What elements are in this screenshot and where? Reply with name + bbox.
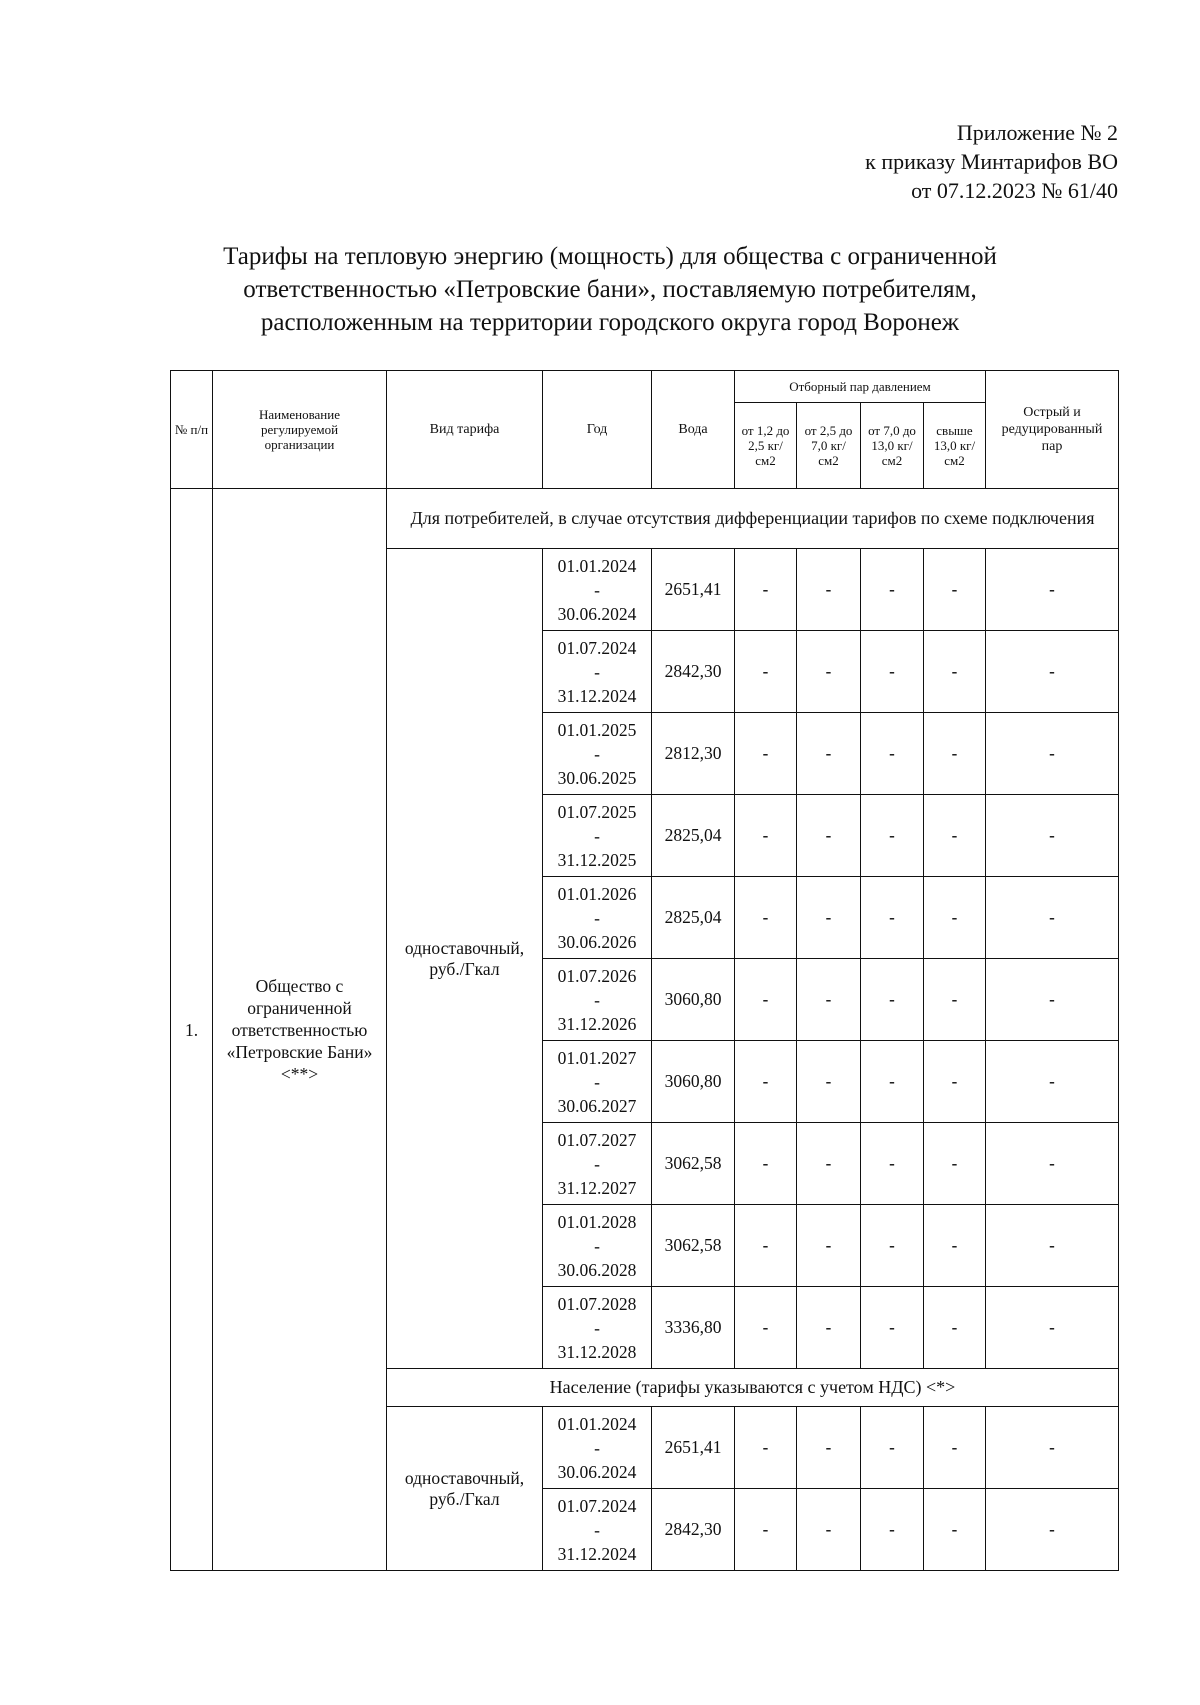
period-end: 30.06.2028 [557,1259,637,1280]
steam-tariff-s3: - [861,1123,924,1205]
period-cell [543,1489,652,1571]
water-tariff: 3062,58 [652,1123,735,1205]
period-cell [543,1205,652,1287]
header-tariff-type: Вид тарифа [387,371,543,489]
steam-tariff-s2: - [797,1123,861,1205]
header-water: Вода [652,371,735,489]
steam-tariff-s2: - [797,1041,861,1123]
period-start: 01.01.2024 [557,1413,637,1434]
steam-tariff-sharp: - [986,795,1119,877]
steam-tariff-sharp: - [986,549,1119,631]
steam-tariff-s3: - [861,959,924,1041]
steam-tariff-s4: - [924,713,986,795]
steam-tariff-s3: - [861,713,924,795]
period-cell [543,1287,652,1369]
period-separator: - [594,825,600,846]
steam-tariff-s4: - [924,1205,986,1287]
period-cell [543,795,652,877]
header-sharp-steam: Острый и редуцированный пар [986,371,1119,489]
steam-tariff-s3: - [861,1041,924,1123]
header-org: Наименование регулируемой организации [213,371,387,489]
steam-tariff-sharp: - [986,1205,1119,1287]
period-separator: - [594,1437,600,1458]
period-cell [543,1123,652,1205]
steam-tariff-s2: - [797,549,861,631]
steam-tariff-s1: - [735,959,797,1041]
title-line-1: Тарифы на тепловую энергию (мощность) для общества с ограниченной [223,243,997,270]
steam-tariff-sharp: - [986,1287,1119,1369]
steam-tariff-sharp: - [986,877,1119,959]
steam-tariff-s1: - [735,877,797,959]
section-title: Население (тарифы указываются с учетом НДС) <*> [387,1369,1119,1407]
period-start: 01.01.2024 [557,555,637,576]
steam-tariff-s1: - [735,1489,797,1571]
steam-tariff-sharp: - [986,631,1119,713]
period-start: 01.07.2024 [557,1495,637,1516]
steam-tariff-s4: - [924,877,986,959]
section-title: Для потребителей, в случае отсутствия дифференциации тарифов по схеме подключения [387,489,1119,549]
period-end: 30.06.2024 [557,1461,637,1482]
header-steam-1: от 1,2 до 2,5 кг/см2 [735,403,797,489]
steam-tariff-s1: - [735,1287,797,1369]
steam-tariff-s3: - [861,795,924,877]
period-start: 01.07.2026 [557,965,637,986]
steam-tariff-s4: - [924,1407,986,1489]
water-tariff: 2812,30 [652,713,735,795]
water-tariff: 3060,80 [652,959,735,1041]
period-start: 01.07.2024 [557,637,637,658]
title-line-3: расположенным на территории городского округа город Воронеж [260,309,960,336]
steam-tariff-s3: - [861,1205,924,1287]
steam-tariff-s1: - [735,1407,797,1489]
steam-tariff-sharp: - [986,959,1119,1041]
steam-tariff-s3: - [861,631,924,713]
steam-tariff-s2: - [797,713,861,795]
period-separator: - [594,743,600,764]
water-tariff: 2651,41 [652,1407,735,1489]
steam-tariff-s2: - [797,1205,861,1287]
period-separator: - [594,989,600,1010]
steam-tariff-s1: - [735,1041,797,1123]
period-cell [543,1041,652,1123]
period-end: 30.06.2025 [557,767,637,788]
steam-tariff-s2: - [797,959,861,1041]
period-separator: - [594,907,600,928]
title-line-2: ответственностью «Петровские бани», поставляемую потребителям, [243,276,977,303]
steam-tariff-s2: - [797,795,861,877]
period-separator: - [594,661,600,682]
header-year: Год [543,371,652,489]
period-end: 30.06.2027 [557,1095,637,1116]
tariff-table [170,370,1119,1571]
steam-tariff-s3: - [861,877,924,959]
steam-tariff-s2: - [797,1287,861,1369]
document-title [150,240,1070,339]
period-start: 01.01.2028 [557,1211,637,1232]
period-end: 31.12.2028 [557,1341,637,1362]
period-separator: - [594,1519,600,1540]
steam-tariff-s2: - [797,1407,861,1489]
steam-tariff-s3: - [861,1287,924,1369]
period-cell [543,959,652,1041]
period-cell [543,1407,652,1489]
steam-tariff-s4: - [924,1123,986,1205]
steam-tariff-sharp: - [986,1041,1119,1123]
period-end: 30.06.2024 [557,603,637,624]
period-separator: - [594,1235,600,1256]
steam-tariff-s4: - [924,1287,986,1369]
steam-tariff-s1: - [735,713,797,795]
period-end: 31.12.2025 [557,849,637,870]
period-cell [543,877,652,959]
header-steam-3: от 7,0 до 13,0 кг/см2 [861,403,924,489]
period-end: 31.12.2026 [557,1013,637,1034]
water-tariff: 3060,80 [652,1041,735,1123]
steam-tariff-s2: - [797,877,861,959]
organization-name: Общество с ограниченной ответственностью «Петровские Бани» <**> [213,489,387,1571]
steam-tariff-s1: - [735,549,797,631]
steam-tariff-s4: - [924,959,986,1041]
steam-tariff-s3: - [861,1489,924,1571]
steam-tariff-s4: - [924,631,986,713]
water-tariff: 2651,41 [652,549,735,631]
tariff-type: одноставочный, руб./Гкал [387,1407,543,1571]
steam-tariff-s3: - [861,549,924,631]
steam-tariff-s1: - [735,631,797,713]
steam-tariff-s1: - [735,795,797,877]
period-separator: - [594,579,600,600]
appendix-reference [865,118,1118,205]
period-separator: - [594,1153,600,1174]
period-cell [543,549,652,631]
period-end: 31.12.2024 [557,1543,637,1564]
header-steam-2: от 2,5 до 7,0 кг/см2 [797,403,861,489]
steam-tariff-sharp: - [986,1489,1119,1571]
period-separator: - [594,1317,600,1338]
appendix-order: к приказу Минтарифов ВО [865,149,1118,174]
steam-tariff-s4: - [924,1489,986,1571]
period-start: 01.01.2026 [557,883,637,904]
steam-tariff-sharp: - [986,1407,1119,1489]
steam-tariff-s2: - [797,631,861,713]
period-end: 31.12.2027 [557,1177,637,1198]
tariff-type: одноставочный, руб./Гкал [387,549,543,1369]
steam-tariff-sharp: - [986,1123,1119,1205]
steam-tariff-s3: - [861,1407,924,1489]
steam-tariff-s1: - [735,1123,797,1205]
header-steam-4: свыше 13,0 кг/см2 [924,403,986,489]
steam-tariff-s2: - [797,1489,861,1571]
water-tariff: 2825,04 [652,877,735,959]
water-tariff: 3062,58 [652,1205,735,1287]
appendix-date: от 07.12.2023 № 61/40 [911,178,1118,203]
period-end: 31.12.2024 [557,685,637,706]
steam-tariff-s4: - [924,549,986,631]
period-start: 01.01.2025 [557,719,637,740]
period-end: 30.06.2026 [557,931,637,952]
water-tariff: 2842,30 [652,1489,735,1571]
steam-tariff-sharp: - [986,713,1119,795]
period-start: 01.07.2025 [557,801,637,822]
water-tariff: 2825,04 [652,795,735,877]
period-cell [543,631,652,713]
period-start: 01.07.2027 [557,1129,637,1150]
row-number: 1. [171,489,213,1571]
period-cell [543,713,652,795]
water-tariff: 3336,80 [652,1287,735,1369]
steam-tariff-s4: - [924,795,986,877]
appendix-number: Приложение № 2 [956,120,1118,145]
steam-tariff-s1: - [735,1205,797,1287]
header-num: № п/п [171,371,213,489]
period-separator: - [594,1071,600,1092]
steam-tariff-s4: - [924,1041,986,1123]
header-steam-group: Отборный пар давлением [735,371,986,403]
period-start: 01.01.2027 [557,1047,637,1068]
section-row [171,489,1119,549]
period-start: 01.07.2028 [557,1293,637,1314]
water-tariff: 2842,30 [652,631,735,713]
